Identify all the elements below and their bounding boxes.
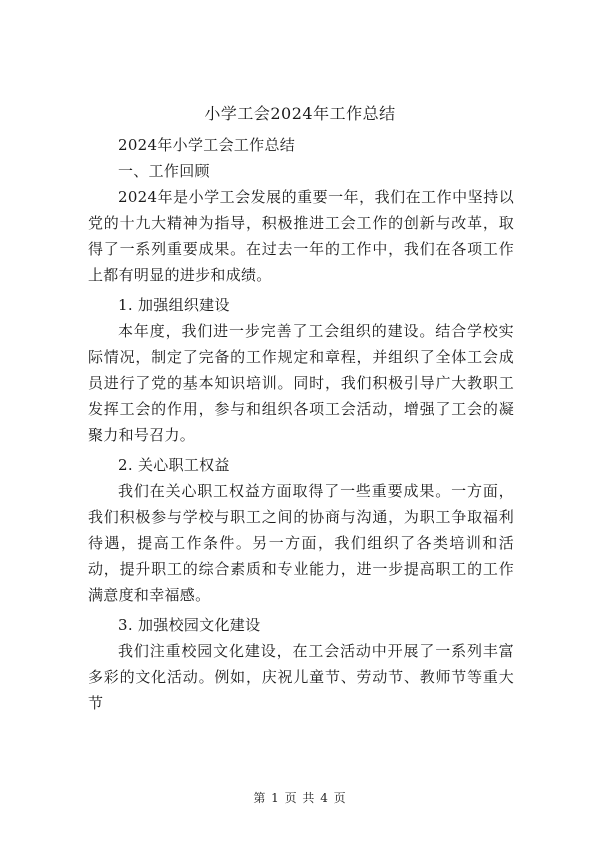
item-heading-rights: 2. 关心职工权益 (118, 456, 230, 474)
section-heading-review: 一、工作回顾 (118, 162, 210, 180)
document-subtitle: 2024年小学工会工作总结 (118, 136, 296, 154)
item-heading-culture: 3. 加强校园文化建设 (118, 616, 261, 634)
document-title: 小学工会2024年工作总结 (204, 104, 396, 123)
item-heading-organization: 1. 加强组织建设 (118, 296, 230, 314)
page-number-footer: 第 1 页 共 4 页 (253, 791, 347, 805)
item-paragraph-rights: 我们在关心职工权益方面取得了一些重要成果。一方面，我们积极参与学校与职工之间的协商与沟通，为职工争取福利待遇，提高工作条件。另一方面，我们组织了各类培训和活动，提升职工的综合素质和专业能力，进一步提高职工的工作满意度和幸福感。 (88, 482, 514, 604)
document-body (88, 132, 514, 716)
item-paragraph-organization: 本年度，我们进一步完善了工会组织的建设。结合学校实际情况，制定了完备的工作规定和章程，并组织了全体工会成员进行了党的基本知识培训。同时，我们积极引导广大教职工发挥工会的作用，参与和组织各项工会活动，增强了工会的凝聚力和号召力。 (88, 322, 514, 444)
intro-paragraph: 2024年是小学工会发展的重要一年，我们在工作中坚持以党的十九大精神为指导，积极推进工会工作的创新与改革，取得了一系列重要成果。在过去一年的工作中，我们在各项工作上都有明显的进步和成绩。 (88, 188, 514, 284)
item-paragraph-culture: 我们注重校园文化建设，在工会活动中开展了一系列丰富多彩的文化活动。例如，庆祝儿童节、劳动节、教师节等重大节 (88, 642, 514, 712)
